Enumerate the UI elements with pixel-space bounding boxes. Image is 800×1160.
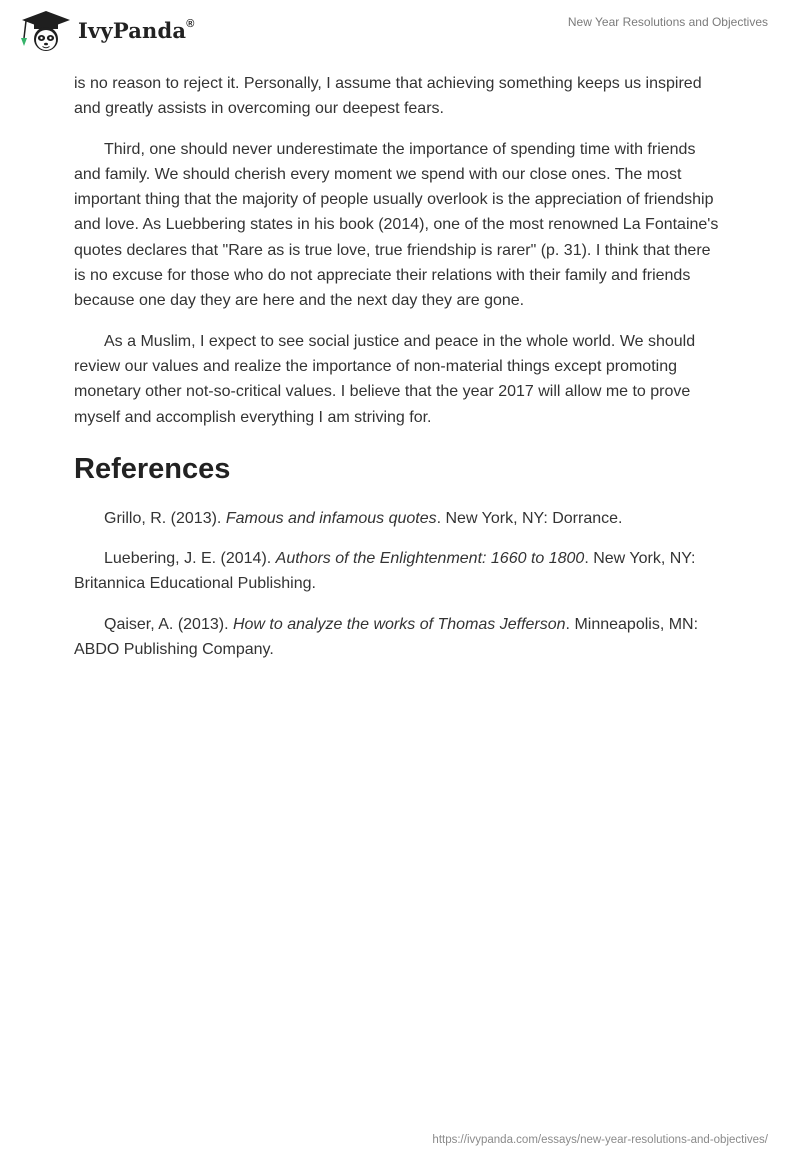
source-url-link[interactable]: https://ivypanda.com/essays/new-year-resolutions-and-objectives/: [432, 1134, 768, 1146]
reference-publisher: . New York, NY: Britannica Educational Publishing.: [74, 550, 696, 593]
reference-item: [74, 546, 726, 597]
page-header: [0, 0, 800, 70]
ivypanda-logo[interactable]: [16, 8, 195, 52]
reference-item: [74, 506, 726, 531]
reference-title: Authors of the Enlightenment: 1660 to 1800: [275, 550, 585, 568]
reference-item: [74, 612, 726, 663]
references-heading: References: [74, 452, 231, 485]
reference-publisher: . New York, NY: Dorrance.: [436, 509, 623, 527]
paragraph-continued: is no reason to reject it. Personally, I assume that achieving something keeps us inspired and greatly assists in overcoming our deepest fears.: [74, 75, 702, 118]
paragraph-social-justice: As a Muslim, I expect to see social justice and peace in the whole world. We should review our values and realize the importance of non-material things except promoting monetary other not-so-critical values. I believe that the year 2017 will allow me to prove myself and accomplish everything I am striving for.: [74, 332, 696, 426]
document-title: New Year Resolutions and Objectives: [567, 15, 768, 29]
registered-mark: ®: [186, 17, 195, 30]
reference-author: Luebering, J. E. (2014).: [104, 550, 276, 568]
paragraph-friends-family: Third, one should never underestimate the importance of spending time with friends and family. We should cherish every moment we spend with our close ones. The most important thing that the majority of people usually overlook is the appreciation of friendship and love. As Luebbering states in his book (2014), one of the most renowned La Fontaine's quotes declares that "Rare as is true love, true friendship is rarer" (p. 31). I think that there is no excuse for those who do not appreciate their relations with their family and friends because one day they are here and the next day they are gone.: [74, 140, 719, 310]
reference-title: Famous and infamous quotes: [225, 509, 437, 527]
logo-name: IvyPanda: [78, 17, 187, 43]
reference-author: Grillo, R. (2013).: [104, 509, 226, 527]
document-body: [74, 71, 726, 677]
reference-publisher: . Minneapolis, MN: ABDO Publishing Company.: [74, 615, 699, 659]
reference-author: Qaiser, A. (2013).: [104, 615, 233, 633]
reference-title: How to analyze the works of Thomas Jefferson: [232, 615, 566, 633]
panda-graduate-icon: [16, 8, 72, 52]
logo-wordmark: [78, 18, 195, 43]
